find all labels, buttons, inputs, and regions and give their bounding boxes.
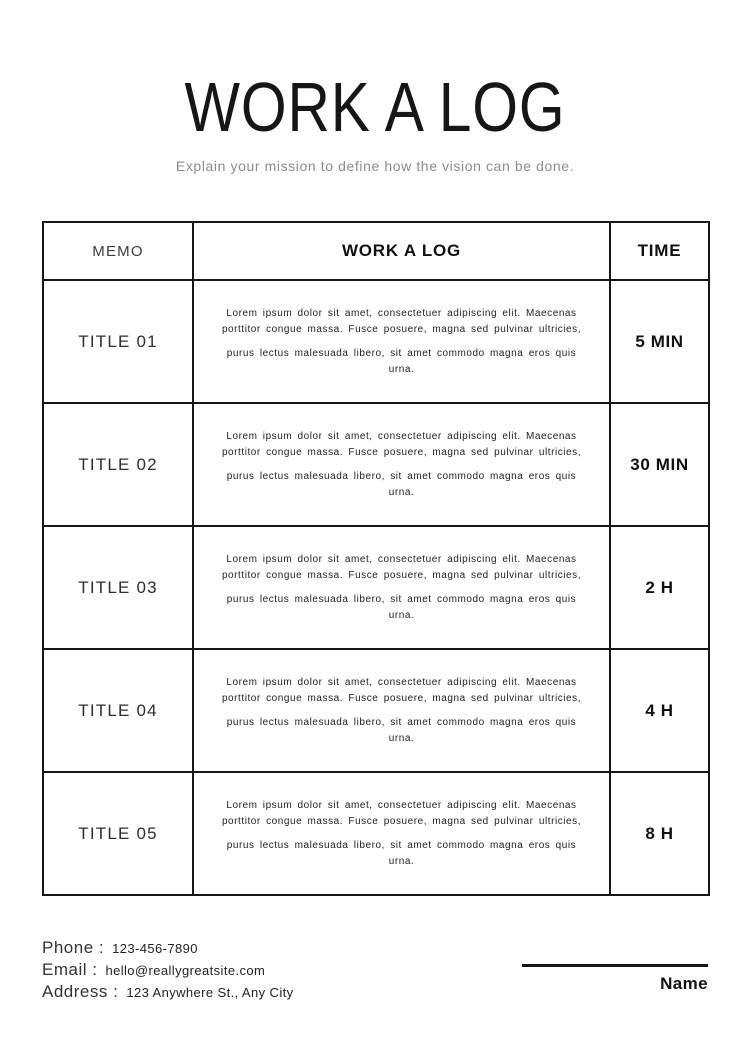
phone-value: 123-456-7890	[112, 941, 198, 956]
description-paragraph: purus lectus malesuada libero, sit amet commodo magna eros quis urna.	[226, 840, 577, 867]
table-row	[43, 649, 709, 772]
email-line	[42, 960, 294, 980]
memo-cell: TITLE 05	[43, 772, 193, 895]
address-line	[42, 982, 294, 1002]
description-cell	[193, 649, 610, 772]
table-row	[43, 403, 709, 526]
address-label: Address :	[42, 982, 119, 1001]
time-cell: 8 H	[610, 772, 709, 895]
memo-cell: TITLE 03	[43, 526, 193, 649]
table-header-row	[43, 222, 709, 280]
table-row	[43, 526, 709, 649]
description-paragraph: purus lectus malesuada libero, sit amet commodo magna eros quis urna.	[226, 594, 577, 621]
time-cell: 2 H	[610, 526, 709, 649]
memo-cell: TITLE 02	[43, 403, 193, 526]
phone-line	[42, 938, 294, 958]
column-header-memo: MEMO	[43, 222, 193, 280]
document-header	[0, 0, 750, 174]
address-value: 123 Anywhere St., Any City	[126, 985, 294, 1000]
description-paragraph: Lorem ipsum dolor sit amet, consectetuer adipiscing elit. Maecenas porttitor congue massa. Fusce posuere, magna sed pulvinar ultricies,	[221, 677, 582, 704]
page-title: WORK A LOG	[184, 68, 566, 146]
description-paragraph: Lorem ipsum dolor sit amet, consectetuer adipiscing elit. Maecenas porttitor congue massa. Fusce posuere, magna sed pulvinar ultricies,	[221, 554, 582, 581]
signature-area	[522, 964, 708, 994]
time-cell: 4 H	[610, 649, 709, 772]
table-row	[43, 280, 709, 403]
description-paragraph: Lorem ipsum dolor sit amet, consectetuer adipiscing elit. Maecenas porttitor congue massa. Fusce posuere, magna sed pulvinar ultricies,	[221, 308, 582, 335]
worklog-table	[42, 221, 710, 896]
email-value: hello@reallygreatsite.com	[105, 963, 266, 978]
table-row	[43, 772, 709, 895]
description-cell	[193, 403, 610, 526]
phone-label: Phone :	[42, 938, 105, 957]
page-subtitle: Explain your mission to define how the vision can be done.	[175, 158, 575, 174]
description-cell	[193, 280, 610, 403]
memo-cell: TITLE 01	[43, 280, 193, 403]
description-paragraph: purus lectus malesuada libero, sit amet commodo magna eros quis urna.	[226, 471, 577, 498]
column-header-time: TIME	[610, 222, 709, 280]
description-paragraph: purus lectus malesuada libero, sit amet commodo magna eros quis urna.	[226, 717, 577, 744]
description-paragraph: purus lectus malesuada libero, sit amet commodo magna eros quis urna.	[226, 348, 577, 375]
description-paragraph: Lorem ipsum dolor sit amet, consectetuer adipiscing elit. Maecenas porttitor congue massa. Fusce posuere, magna sed pulvinar ultricies,	[221, 431, 582, 458]
time-cell: 5 MIN	[610, 280, 709, 403]
email-label: Email :	[42, 960, 98, 979]
description-cell	[193, 772, 610, 895]
memo-cell: TITLE 04	[43, 649, 193, 772]
document-footer	[42, 938, 708, 1004]
contact-info	[42, 938, 294, 1004]
description-paragraph: Lorem ipsum dolor sit amet, consectetuer adipiscing elit. Maecenas porttitor congue massa. Fusce posuere, magna sed pulvinar ultricies,	[221, 800, 582, 827]
column-header-worklog: WORK A LOG	[193, 222, 610, 280]
time-cell: 30 MIN	[610, 403, 709, 526]
description-cell	[193, 526, 610, 649]
signature-name-label: Name	[660, 974, 708, 993]
